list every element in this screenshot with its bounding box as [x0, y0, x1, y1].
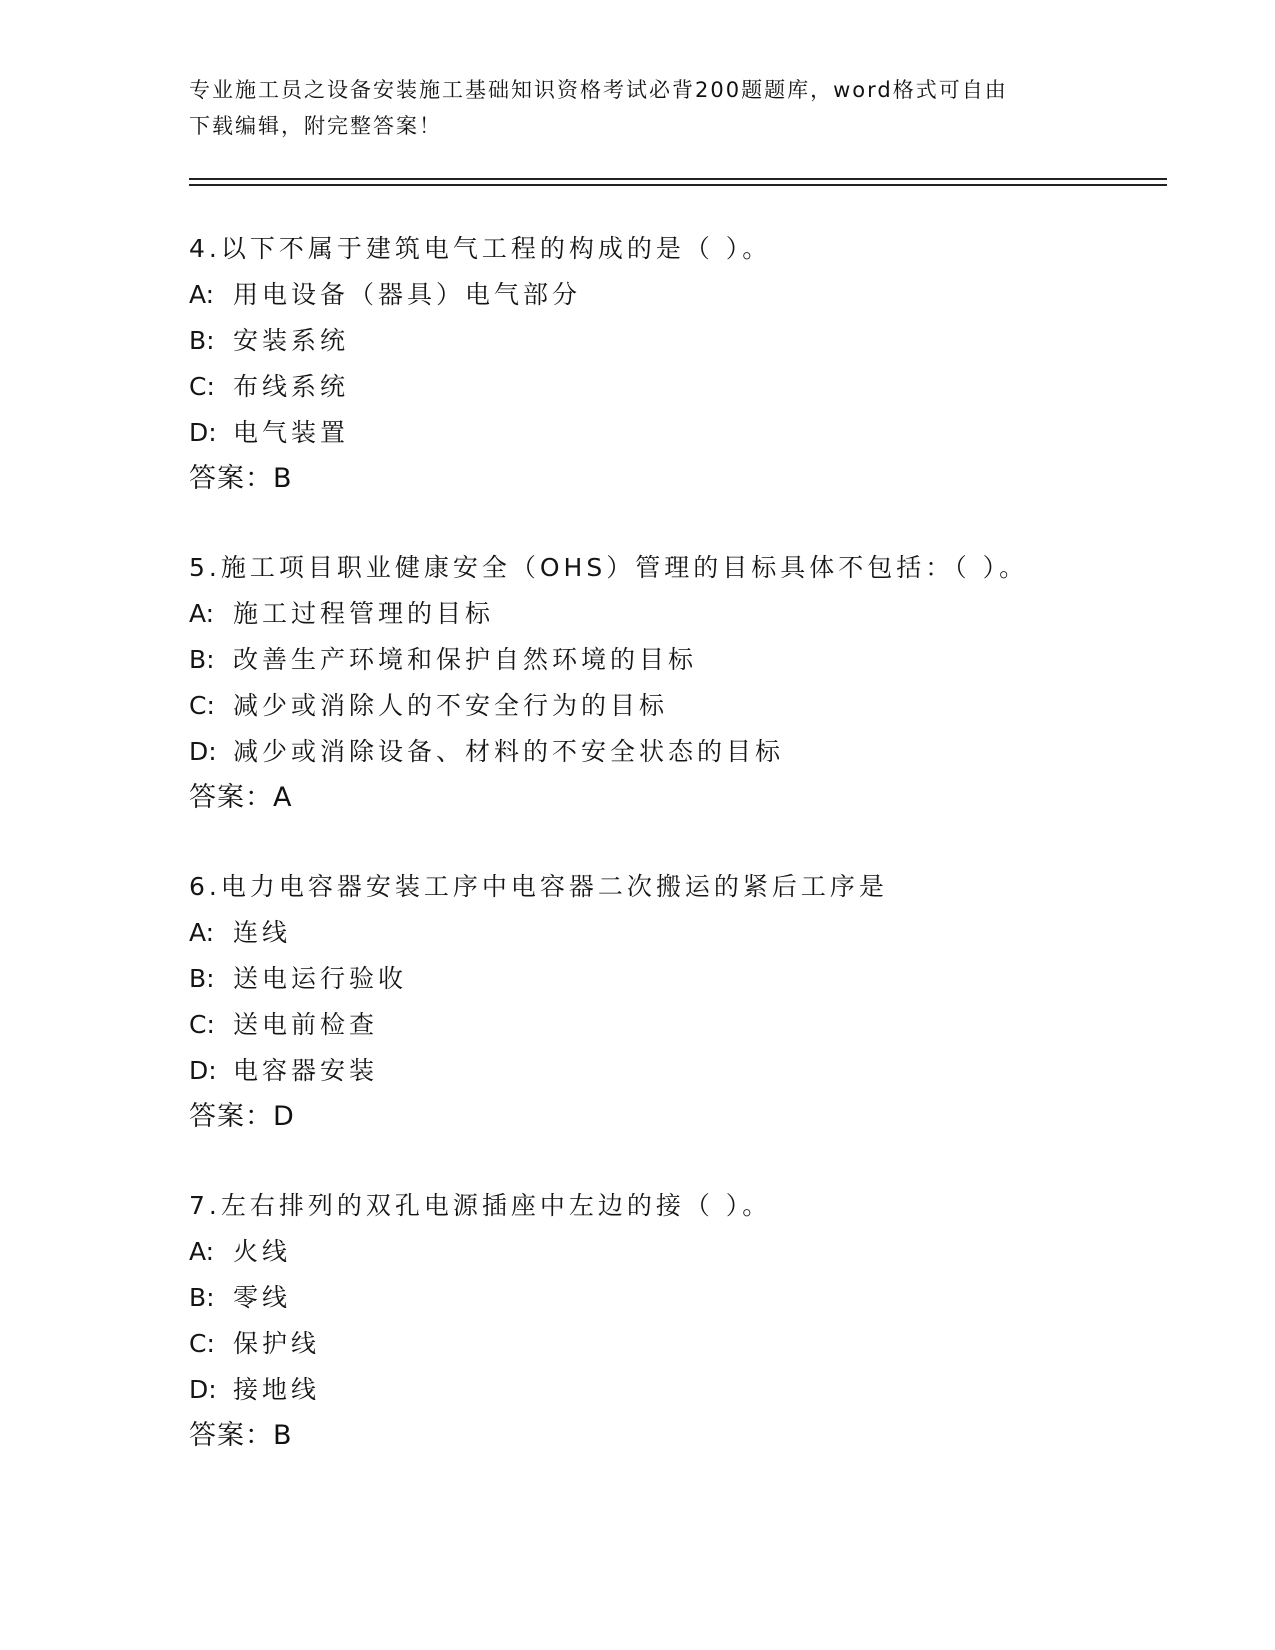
- option-b: [189, 318, 1149, 364]
- option-text: 连线: [233, 918, 292, 947]
- option-text: 改善生产环境和保护自然环境的目标: [233, 645, 698, 674]
- option-key: A:: [189, 280, 215, 309]
- option-key: B:: [189, 964, 215, 993]
- option-key: B:: [189, 1283, 215, 1312]
- header-line-2: 下载编辑，附完整答案！: [189, 114, 442, 138]
- option-text: 零线: [233, 1283, 292, 1312]
- header-divider-top: [189, 178, 1167, 180]
- option-text: 减少或消除人的不安全行为的目标: [233, 691, 669, 720]
- header-divider-bottom: [189, 184, 1167, 186]
- option-c: [189, 364, 1149, 410]
- question-5: [189, 545, 1149, 821]
- option-key: D:: [189, 1056, 217, 1085]
- option-text: 保护线: [233, 1329, 321, 1358]
- option-d: [189, 729, 1149, 775]
- option-c: [189, 1002, 1149, 1048]
- question-stem: 6.电力电容器安装工序中电容器二次搬运的紧后工序是: [189, 872, 888, 901]
- option-text: 送电运行验收: [233, 964, 408, 993]
- option-key: D:: [189, 737, 217, 766]
- option-key: C:: [189, 691, 215, 720]
- question-stem: 4.以下不属于建筑电气工程的构成的是（ ）。: [189, 234, 772, 263]
- question-stem: 5.施工项目职业健康安全（OHS）管理的目标具体不包括：（ ）。: [189, 553, 1029, 582]
- question-4: [189, 226, 1149, 502]
- option-text: 减少或消除设备、材料的不安全状态的目标: [233, 737, 785, 766]
- header-line-1: 专业施工员之设备安装施工基础知识资格考试必背200题题库，word格式可自由: [189, 78, 1008, 102]
- option-key: C:: [189, 372, 215, 401]
- option-a: [189, 910, 1149, 956]
- option-text: 火线: [233, 1237, 292, 1266]
- option-text: 安装系统: [233, 326, 350, 355]
- option-a: [189, 591, 1149, 637]
- option-c: [189, 1321, 1149, 1367]
- option-key: C:: [189, 1010, 215, 1039]
- option-key: C:: [189, 1329, 215, 1358]
- option-b: [189, 637, 1149, 683]
- option-a: [189, 1229, 1149, 1275]
- document-header: [189, 72, 1089, 144]
- answer-line: 答案：B: [189, 1420, 293, 1451]
- option-key: A:: [189, 1237, 215, 1266]
- option-text: 施工过程管理的目标: [233, 599, 495, 628]
- option-c: [189, 683, 1149, 729]
- option-d: [189, 410, 1149, 456]
- option-text: 送电前检查: [233, 1010, 379, 1039]
- option-b: [189, 956, 1149, 1002]
- question-6: [189, 864, 1149, 1140]
- option-text: 电容器安装: [233, 1056, 379, 1085]
- answer-line: 答案：B: [189, 463, 293, 494]
- option-key: D:: [189, 418, 217, 447]
- question-stem: 7.左右排列的双孔电源插座中左边的接（ ）。: [189, 1191, 772, 1220]
- option-text: 用电设备（器具）电气部分: [233, 280, 582, 309]
- question-7: [189, 1183, 1149, 1459]
- option-key: A:: [189, 918, 215, 947]
- option-text: 接地线: [233, 1375, 321, 1404]
- answer-line: 答案：D: [189, 1101, 295, 1132]
- option-d: [189, 1048, 1149, 1094]
- option-a: [189, 272, 1149, 318]
- option-key: A:: [189, 599, 215, 628]
- option-key: B:: [189, 645, 215, 674]
- option-b: [189, 1275, 1149, 1321]
- option-text: 电气装置: [233, 418, 350, 447]
- option-key: B:: [189, 326, 215, 355]
- option-d: [189, 1367, 1149, 1413]
- option-text: 布线系统: [233, 372, 350, 401]
- option-key: D:: [189, 1375, 217, 1404]
- answer-line: 答案：A: [189, 782, 293, 813]
